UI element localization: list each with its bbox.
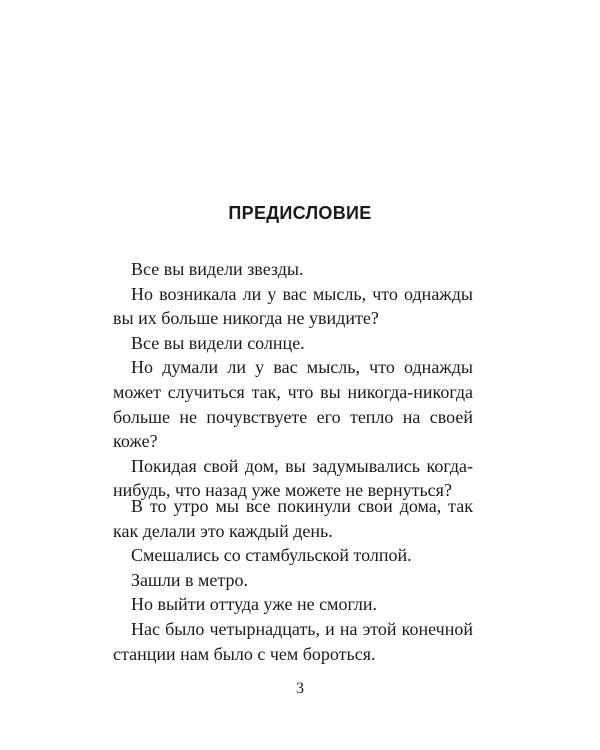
text-section-1 (113, 257, 473, 503)
page-number: 3 (296, 680, 304, 697)
paragraph: Нас было четырнадцать, и на этой конечной станции нам было с чем бороться. (113, 618, 473, 664)
paragraph: Но возникала ли у вас мысль, что однажды вы их больше никогда не увидите? (113, 283, 473, 329)
paragraph: Смешались со стамбульской толпой. (131, 545, 412, 566)
paragraph: Все вы видели звезды. (131, 259, 304, 279)
paragraph: В то утро мы все покинули свои дома, так как делали это каждый день. (113, 496, 473, 541)
paragraph: Зашли в метро. (131, 569, 248, 590)
paragraph: Но думали ли у вас мысль, что однажды может случиться так, что вы никогда-никогда больше не почувствуете его тепло на своей коже? (113, 357, 473, 452)
text-section-2 (113, 494, 473, 666)
paragraph: Все вы видели солнце. (131, 332, 305, 353)
paragraph: Но выйти оттуда уже не смогли. (131, 594, 378, 615)
chapter-heading: ПРЕДИСЛОВИЕ (228, 203, 372, 223)
paragraph: Покидая свой дом, вы задумывались когда-нибудь, что назад уже можете не вернуться? (113, 455, 473, 501)
